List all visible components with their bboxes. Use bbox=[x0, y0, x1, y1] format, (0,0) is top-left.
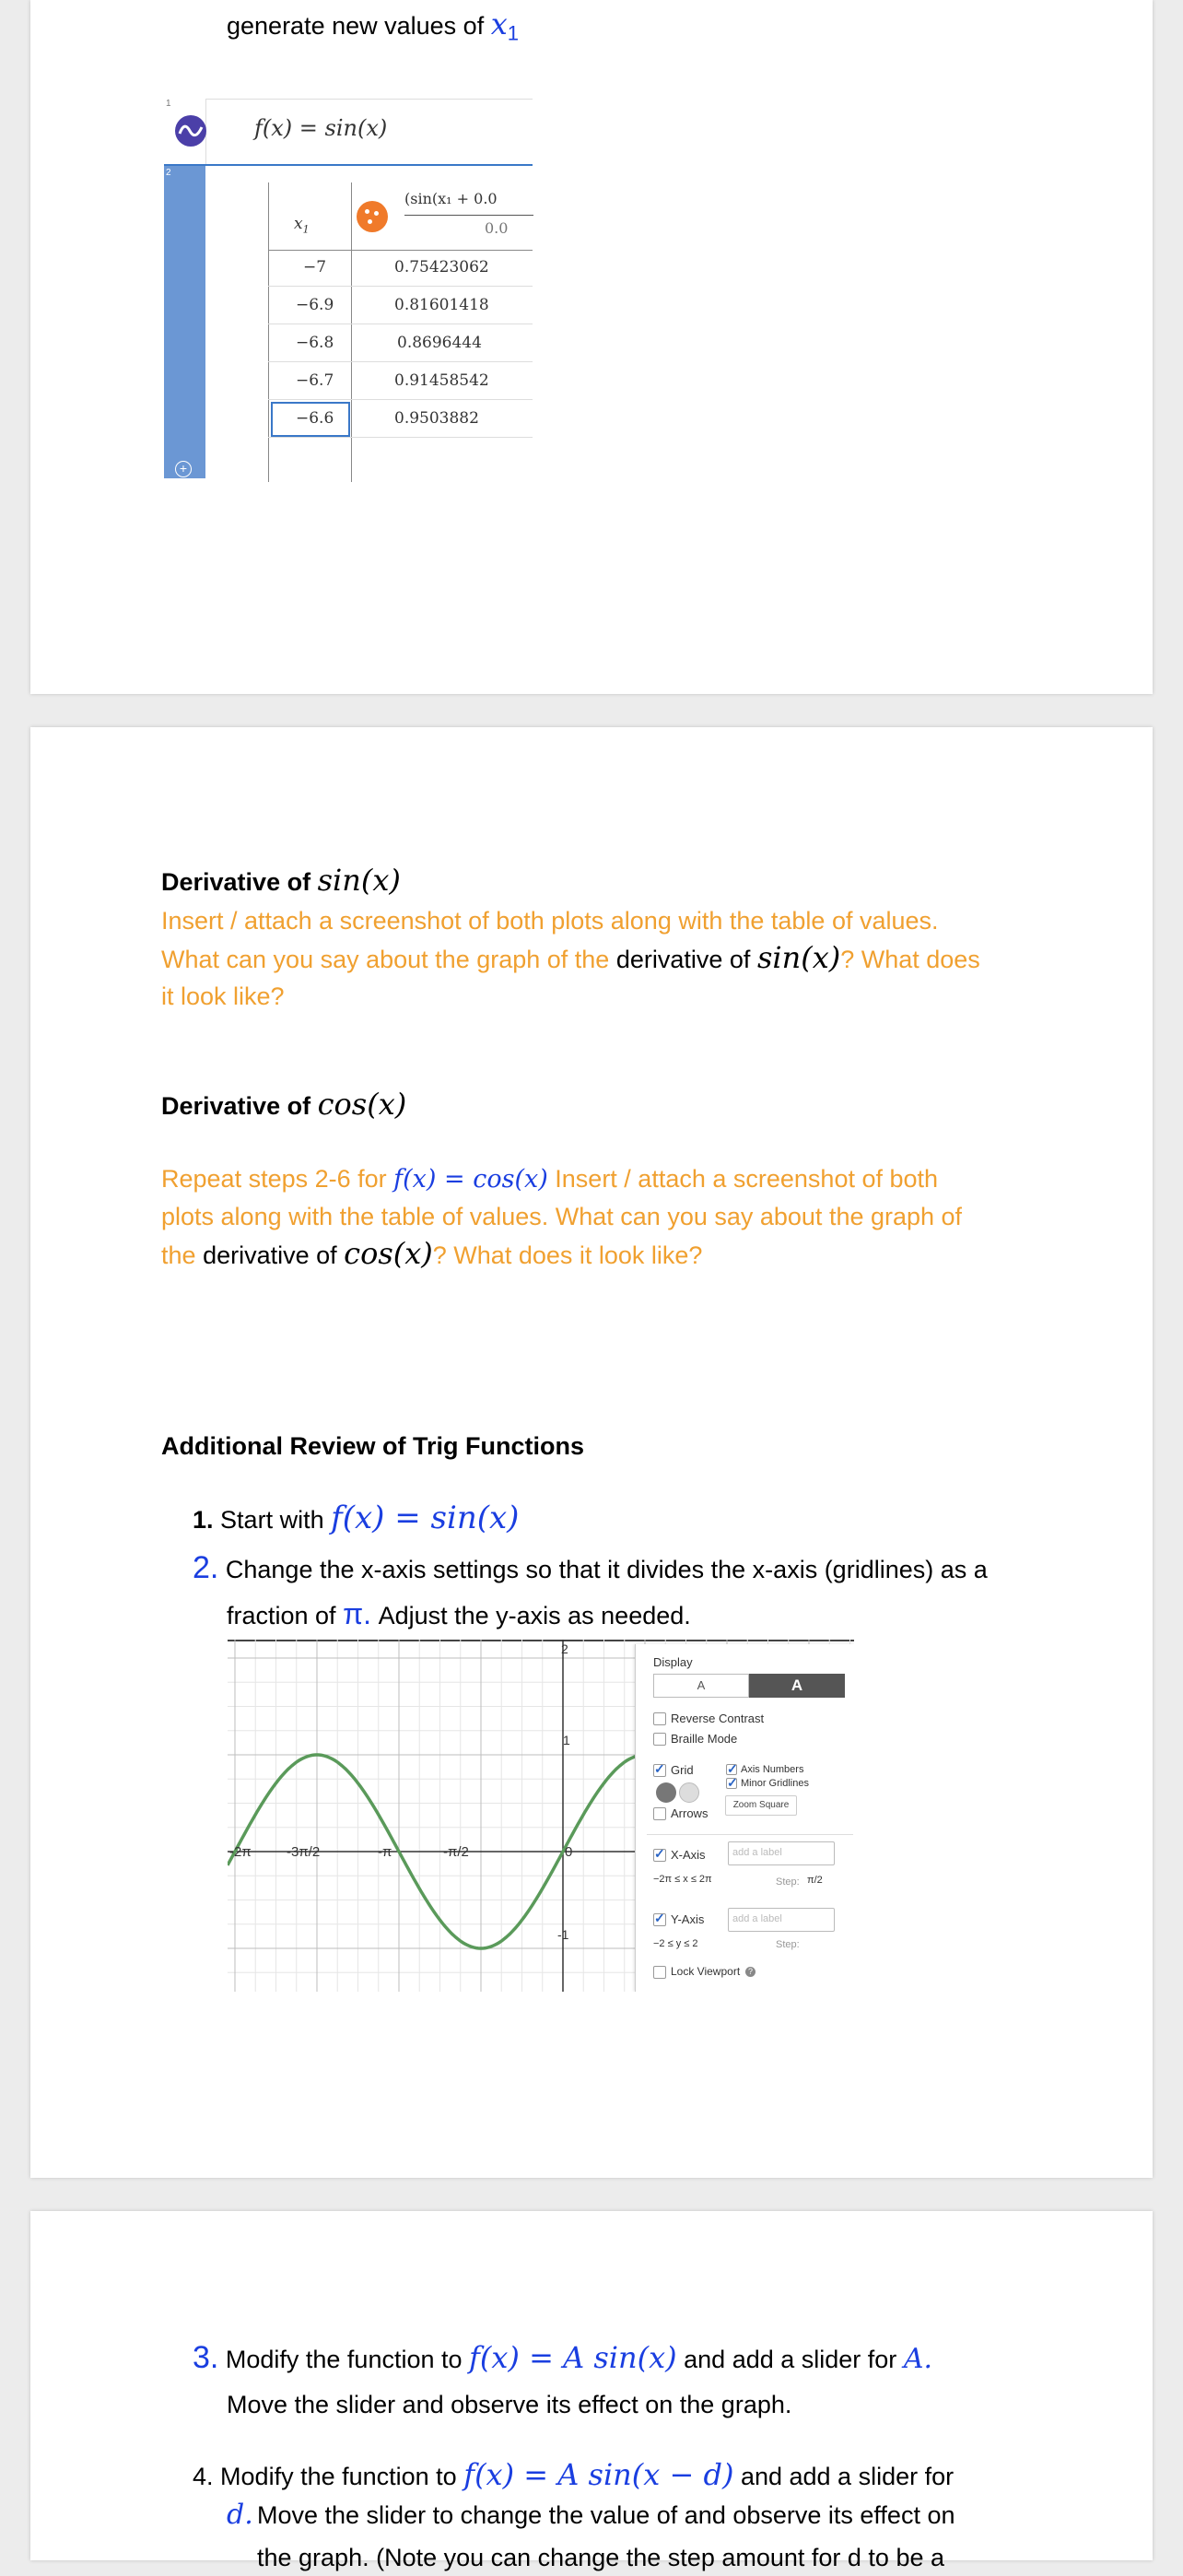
grid-checkbox[interactable] bbox=[653, 1764, 666, 1777]
braille-mode-checkbox[interactable] bbox=[653, 1733, 666, 1746]
y-tick-label: -1 bbox=[557, 1927, 569, 1942]
intro-line: generate new values of $x_1$ bbox=[227, 6, 520, 45]
y-range[interactable]: −2 ≤ y ≤ 2 bbox=[653, 1938, 698, 1949]
help-icon[interactable]: ? bbox=[745, 1967, 755, 1977]
x-axis-checkbox[interactable] bbox=[653, 1849, 666, 1862]
x-tick-label: -2π bbox=[229, 1844, 252, 1860]
grid-polar-icon[interactable] bbox=[679, 1782, 699, 1803]
step-4-line3: the graph. (Note you can change the step amount for d to be a bbox=[257, 2544, 944, 2571]
add-row-icon[interactable]: + bbox=[175, 461, 192, 477]
step-3-line2: Move the slider and observe its effect on the graph. bbox=[227, 2391, 792, 2418]
graph-settings-panel: Display A A Reverse Contrast Braille Mode ✓ Grid ✓ Axis Numbers ✓ Minor Gridlines Zoom Square Arrows ✓ X-Axis add a label −2π ≤ x ≤ 2π Step: π/2 ✓ Y-Axis add a label −2 ≤ y ≤ 2 Step: Lock Viewport ? bbox=[635, 1644, 854, 1992]
zoom-square-button[interactable]: Zoom Square bbox=[725, 1795, 797, 1816]
x-range[interactable]: −2π ≤ x ≤ 2π bbox=[653, 1874, 712, 1885]
x-step-input[interactable]: π/2 bbox=[807, 1875, 823, 1886]
document-page-3: 3. Modify the function to f(x) = A sin(x) and add a slider for A. Move the slider and observe its effect on the graph. 4. Modify the function to f(x) = A sin(x − d) and add a slider for Move the slider to change the value of and observe its effect on d. the graph. (Note you can change the step amount for d to be a bbox=[30, 2211, 1153, 2560]
cos-instructions: Repeat steps 2-6 for f(x) = cos(x) Insert / attach a screenshot of both plots along with the table of values. What can you say about the graph of the derivative of cos(x)? What does it look like? bbox=[161, 1165, 963, 1271]
expression-row-2-gutter: 2 + bbox=[164, 166, 205, 478]
text-size-large-button[interactable]: A bbox=[749, 1674, 845, 1698]
y-tick-label: 1 bbox=[563, 1733, 570, 1747]
review-heading: Additional Review of Trig Functions bbox=[161, 1432, 585, 1460]
x-tick-label: 0 bbox=[565, 1844, 573, 1860]
step-3: 3. Modify the function to f(x) = A sin(x) and add a slider for A. bbox=[193, 2340, 933, 2375]
step-2-line2: fraction of π. Adjust the y-axis as needed. bbox=[227, 1597, 691, 1630]
y-axis-checkbox[interactable] bbox=[653, 1913, 666, 1926]
step-1: 1. Start with f(x) = sin(x) bbox=[193, 1500, 520, 1536]
cos-derivative-heading: Derivative of cos(x) bbox=[161, 1087, 407, 1122]
col2-header: (sin(x₁ + 0.0 bbox=[404, 190, 498, 207]
x-tick-label: -3π/2 bbox=[287, 1844, 321, 1860]
document-page-2 bbox=[30, 727, 1153, 2178]
graph-settings-screenshot bbox=[228, 1640, 854, 1992]
grid-cartesian-icon[interactable] bbox=[656, 1782, 676, 1803]
lock-viewport-checkbox[interactable] bbox=[653, 1966, 666, 1979]
desmos-table-screenshot: 1 f(x) = sin(x) 2 + $x_1$ (sin(x₁ + 0.0 0.0 −7 0.75423062 −6.9 0.81601418 −6.8 0.8696444 −6.7 0.91458542 −6.6 0.9503882 bbox=[164, 99, 533, 478]
x-tick-label: -π bbox=[378, 1844, 392, 1860]
arrows-checkbox[interactable] bbox=[653, 1807, 666, 1820]
x-tick-label: -π/2 bbox=[443, 1844, 469, 1860]
color-swatch-icon[interactable] bbox=[357, 201, 388, 232]
y-axis-label-input[interactable]: add a label bbox=[728, 1908, 835, 1932]
axis-numbers-checkbox[interactable] bbox=[726, 1764, 737, 1775]
sin-instructions: Insert / attach a screenshot of both plots along with the table of values. What can you say about the graph of the derivative of sin(x)? What does it look like? bbox=[161, 907, 980, 1010]
sin-derivative-heading: Derivative of sin(x) bbox=[161, 863, 401, 898]
expression-row-1-gutter: 1 bbox=[164, 99, 206, 165]
text-size-small-button[interactable]: A bbox=[653, 1674, 749, 1698]
desmos-logo-icon bbox=[173, 113, 208, 148]
reverse-contrast-checkbox[interactable] bbox=[653, 1712, 666, 1725]
col-x1-header: $x_1$ bbox=[294, 215, 310, 236]
document-page-1 bbox=[30, 0, 1153, 694]
step-4: 4. Modify the function to f(x) = A sin(x − d) and add a slider for bbox=[193, 2457, 955, 2492]
step-2: 2. Change the x-axis settings so that it divides the x-axis (gridlines) as a bbox=[193, 1550, 988, 1585]
x-axis-label-input[interactable]: add a label bbox=[728, 1841, 835, 1865]
y-tick-label: 2 bbox=[561, 1641, 568, 1656]
minor-gridlines-checkbox[interactable] bbox=[726, 1778, 737, 1789]
expression-f-sin[interactable]: f(x) = sin(x) bbox=[254, 115, 388, 141]
step-4-line2: Move the slider to change the value of and observe its effect on bbox=[257, 2501, 955, 2529]
